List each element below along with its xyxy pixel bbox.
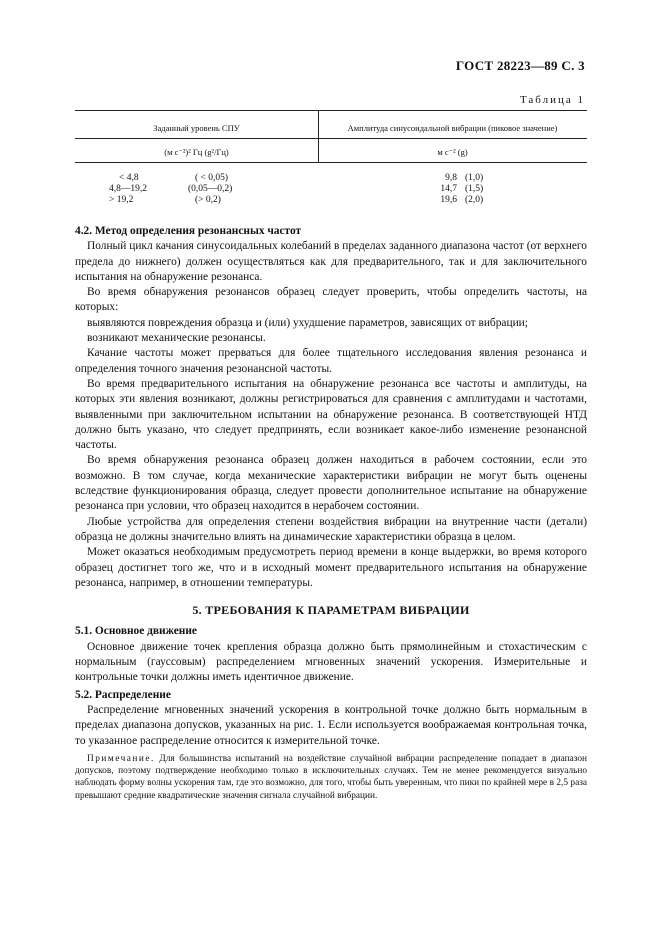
list-item: возникают механические резонансы. <box>87 332 266 345</box>
amp-cell: 19,6 <box>440 195 457 205</box>
paragraph: Полный цикл качания синусоидальных колебаний в пределах заданного диапазона частот (от верхнего предела до нижнего) должен осуществляться как для предварительного, так и для заключительного испытания на обнаружение резонанса. <box>75 240 587 283</box>
range-g-cell: (0,05—0,2) <box>188 184 233 194</box>
body-text <box>75 224 587 802</box>
col2-header: Амплитуда синусоидальной вибрации (пиковое значение) <box>347 123 558 133</box>
note-label: Примечание. <box>87 753 155 764</box>
range-g-cell: ( < 0,05) <box>195 173 229 183</box>
paragraph: Распределение мгновенных значений ускорения в контрольной точке должно быть нормальным в пределах диапазона допусков, указанных на рис. 1. Если используется воображаемая контрольная точка, то указанное распределение относится к измерительной точке. <box>75 703 587 747</box>
section-5-title: 5. ТРЕБОВАНИЯ К ПАРАМЕТРАМ ВИБРАЦИИ <box>192 603 470 618</box>
range-cell: 4,8—19,2 <box>109 184 147 194</box>
paragraph: Любые устройства для определения степени воздействия вибрации на внутренние части (детали) образца не должны значительно влиять на динамические характеристики образца в целом. <box>75 515 587 543</box>
col2-units: м с⁻² (g) <box>437 147 468 157</box>
paragraph: Может оказаться необходимым предусмотреть период времени в конце выдержки, во время которого образец достигнет того же, что и в исходный момент предварительного испытания на обнаружение резонанса, например, в отношении температуры. <box>75 546 587 589</box>
paragraph: Во время обнаружения резонанса образец должен находиться в рабочем состоянии, если это возможно. В том случае, когда механические характеристики вибрации не могут быть оценены вследствие функционирования образца, следует провести дополнительное испытание на обнаружение резонанса при условии, что образец находится в нерабочем состоянии. <box>75 454 587 513</box>
amp-g-cell: (1,5) <box>465 184 484 194</box>
table-units-rule <box>75 162 587 163</box>
table-top-rule <box>75 110 587 111</box>
amp-g-cell: (1,0) <box>465 173 484 183</box>
note <box>75 753 587 802</box>
amp-cell: 9,8 <box>445 173 457 183</box>
paragraph: Во время предварительного испытания на обнаружение резонанса все частоты и амплитуды, на которых эти явления возникают, должны регистрироваться для сравнения с амплитудами и частотами, выявленными при заключительном испытании на обнаружение резонанса. В соответствующей НТД должно быть указано, что следует предпринять, если возникает какое-либо изменение резонансной частоты. <box>75 377 587 452</box>
paragraph: Во время обнаружения резонансов образец следует проверить, чтобы определить частоты, на которых: <box>75 286 587 314</box>
table-header-rule <box>75 138 587 139</box>
list-item: выявляются повреждения образца и (или) ухудшение параметров, зависящих от вибрации; <box>87 316 528 329</box>
section-4-2-title: 4.2. Метод определения резонансных частот <box>75 225 302 237</box>
section-5-1-title: 5.1. Основное движение <box>75 625 197 638</box>
col1-units: (м с⁻²)² Гц (g²/Гц) <box>164 147 229 157</box>
range-cell: > 19,2 <box>109 195 134 205</box>
section-5-2-title: 5.2. Распределение <box>75 688 171 701</box>
table-1 <box>75 110 587 210</box>
paragraph: Основное движение точек крепления образца должно быть прямолинейным и стохастическим с нормальным (гауссовым) распределением мгновенных значений ускорения. Измерительные и контрольные точки должны иметь идентичное движение. <box>75 640 587 684</box>
page-header: ГОСТ 28223—89 С. 3 <box>455 58 585 73</box>
amp-g-cell: (2,0) <box>465 195 484 205</box>
col1-header: Заданный уровень СПУ <box>153 123 240 133</box>
amp-cell: 14,7 <box>440 184 457 194</box>
note-text: Для большинства испытаний на воздействие случайной вибрации распределение попадает в диапазон допусков, поэтому подтверждение необходимо только в исключительных случаях. Тем не менее рекомендуется визуально наблюдать форму волны ускорения там, где это возможно, для того, чтобы быть уверенным, что пики по крайней мере в 2,5 раза превышают средние квадратические значения сигнала случайной вибрации. <box>75 753 588 801</box>
table-caption: Таблица 1 <box>519 94 585 106</box>
range-cell: < 4,8 <box>119 173 139 183</box>
range-g-cell: (> 0,2) <box>195 195 221 205</box>
paragraph: Качание частоты может прерваться для более тщательного исследования явления резонанса и определения точного значения резонансной частоты. <box>75 347 587 375</box>
